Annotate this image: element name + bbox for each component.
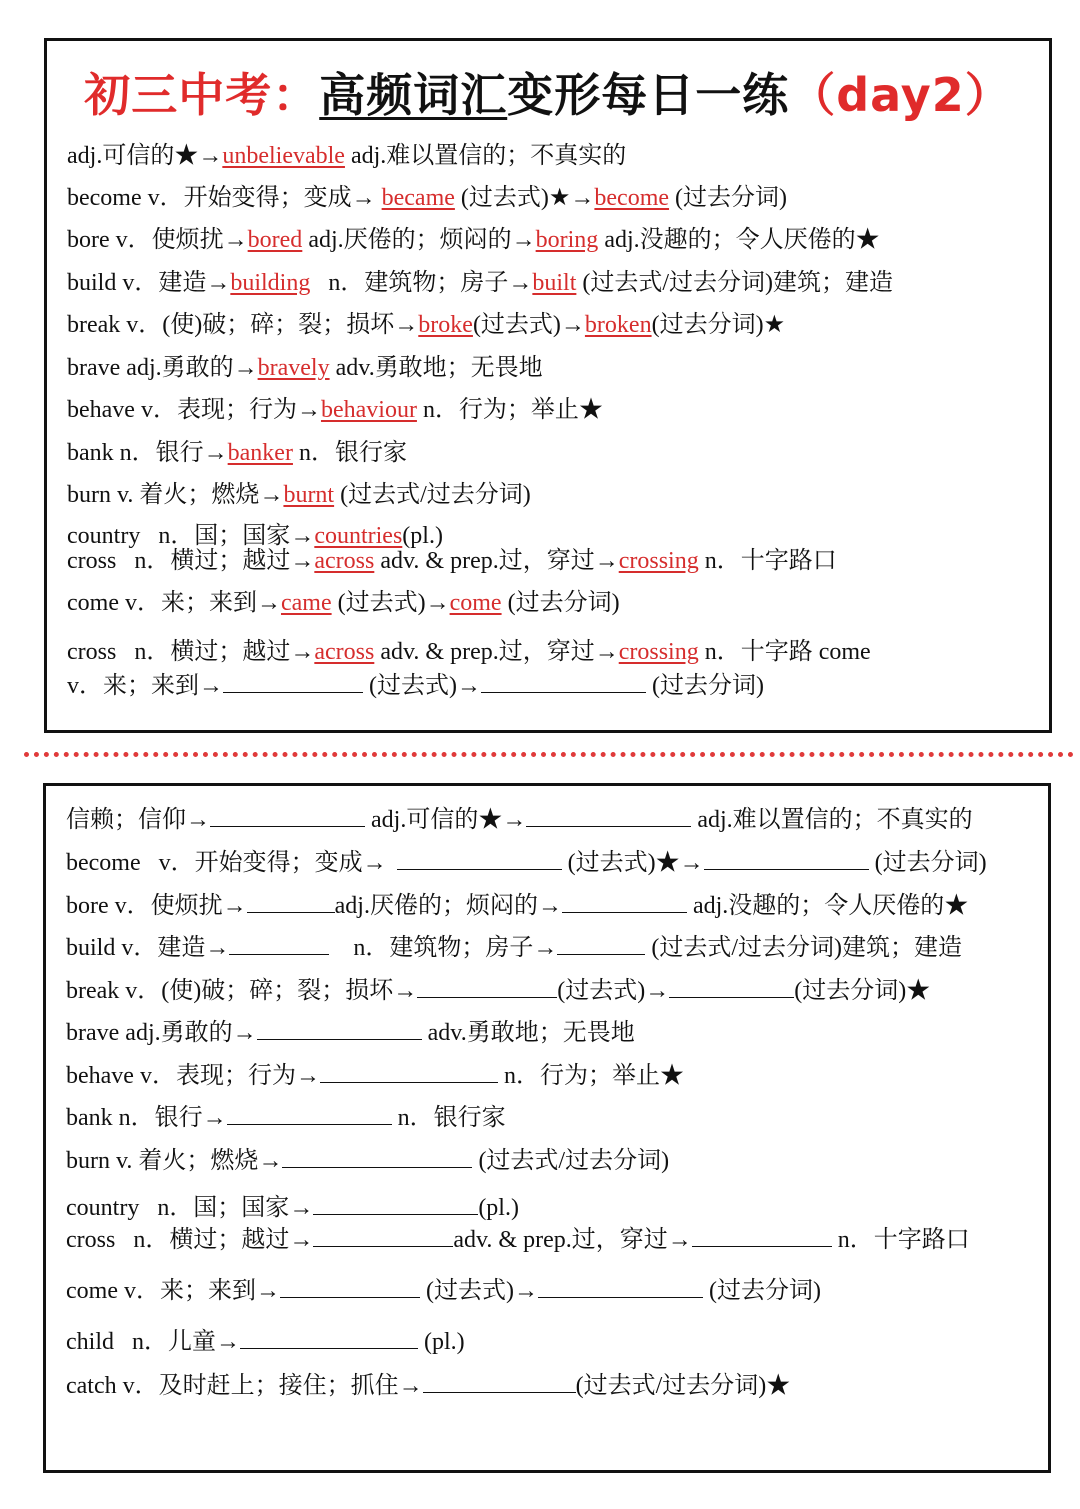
title-main: 变形每日一练 bbox=[507, 68, 790, 122]
exercise-line: bore v．使烦扰→ adj.厌倦的；烦闷的→ adj.没趣的；令人厌倦的★ bbox=[66, 890, 968, 921]
star-icon: ★ bbox=[659, 1063, 684, 1089]
fill-blank[interactable] bbox=[481, 670, 646, 693]
answer-word: broke bbox=[418, 312, 473, 338]
vocab-line: behave v．表现；行为→behaviour n．行为；举止★ bbox=[67, 397, 603, 423]
star-icon: ★ bbox=[478, 807, 503, 833]
page-title bbox=[47, 59, 1049, 125]
fill-blank[interactable] bbox=[223, 670, 363, 693]
fill-blank[interactable] bbox=[313, 1192, 478, 1215]
vocab-line: break v．(使)破；碎；裂；损坏→broke(过去式)→broken(过去分词)★ bbox=[67, 312, 786, 338]
vocab-line: burn v. 着火；燃烧→burnt (过去式/过去分词) bbox=[67, 482, 531, 508]
fill-blank[interactable] bbox=[257, 1017, 422, 1040]
star-icon: ★ bbox=[763, 312, 786, 338]
vocab-line: become v．开始变得；变成→ became (过去式)★→become (过去分词) bbox=[67, 185, 788, 211]
exercise-line: catch v．及时赶上；接住；抓住→ (过去式/过去分词)★ bbox=[66, 1370, 790, 1401]
answer-word: crossing bbox=[618, 639, 699, 665]
fill-blank[interactable] bbox=[240, 1326, 418, 1349]
exercise-line: country n．国；国家→ (pl.) bbox=[66, 1192, 519, 1223]
vocab-line: cross n．横过；越过→across adv. & prep.过，穿过→crossing n．十字路 come bbox=[67, 639, 871, 665]
fill-blank[interactable] bbox=[280, 1275, 420, 1298]
fill-blank[interactable] bbox=[538, 1275, 703, 1298]
exercise-box bbox=[43, 783, 1051, 1473]
title-underlined: 高频词汇 bbox=[319, 68, 508, 122]
exercise-line: come v．来；来到→ (过去式)→ (过去分词) bbox=[66, 1275, 821, 1306]
answer-word: bored bbox=[247, 227, 303, 253]
star-icon: ★ bbox=[174, 143, 199, 169]
vocab-line: build v．建造→building n．建筑物；房子→built (过去式/过去分词)建筑；建造 bbox=[67, 270, 894, 296]
fill-blank[interactable] bbox=[397, 847, 562, 870]
star-icon: ★ bbox=[578, 397, 603, 423]
star-icon: ★ bbox=[548, 185, 571, 211]
exercise-line: build v．建造→ n．建筑物；房子→ (过去式/过去分词)建筑；建造 bbox=[66, 932, 962, 963]
title-prefix: 初三中考： bbox=[84, 68, 320, 122]
exercise-line: child n．儿童→ (pl.) bbox=[66, 1326, 465, 1357]
fill-blank[interactable] bbox=[526, 804, 691, 827]
exercise-line: brave adj.勇敢的→ adv.勇敢地；无畏地 bbox=[66, 1017, 635, 1048]
exercise-line: burn v. 着火；燃烧→ (过去式/过去分词) bbox=[66, 1145, 669, 1176]
answer-word: building bbox=[230, 270, 311, 296]
fill-blank[interactable] bbox=[669, 975, 794, 998]
answer-word: across bbox=[314, 639, 375, 665]
fill-blank[interactable] bbox=[692, 1224, 832, 1247]
answer-word: burnt bbox=[283, 482, 335, 508]
fill-blank[interactable] bbox=[423, 1370, 576, 1393]
dotted-divider bbox=[24, 752, 1074, 757]
fill-blank[interactable] bbox=[229, 932, 329, 955]
answer-word: banker bbox=[227, 440, 293, 466]
exercise-line: 信赖；信仰→ adj.可信的★→ adj.难以置信的；不真实的 bbox=[66, 804, 973, 835]
star-icon: ★ bbox=[855, 227, 880, 253]
vocab-line: brave adj.勇敢的→bravely adv.勇敢地；无畏地 bbox=[67, 355, 543, 381]
fill-blank[interactable] bbox=[562, 890, 687, 913]
answer-word: came bbox=[280, 590, 332, 616]
answer-word: become bbox=[594, 185, 670, 211]
fill-blank[interactable] bbox=[557, 932, 645, 955]
star-icon: ★ bbox=[766, 1373, 791, 1399]
vocab-line: come v．来；来到→came (过去式)→come (过去分词) bbox=[67, 590, 620, 616]
answer-word: across bbox=[314, 548, 375, 574]
vocab-line: country n．国；国家→countries(pl.) bbox=[67, 523, 443, 549]
exercise-line: become v．开始变得；变成→ (过去式)★→ (过去分词) bbox=[66, 847, 987, 878]
fill-blank[interactable] bbox=[417, 975, 557, 998]
answer-word: built bbox=[532, 270, 577, 296]
answer-word: crossing bbox=[618, 548, 699, 574]
fill-blank[interactable] bbox=[282, 1145, 472, 1168]
star-icon: ★ bbox=[655, 850, 680, 876]
answer-word: broken bbox=[584, 312, 652, 338]
star-icon: ★ bbox=[944, 893, 969, 919]
exercise-line: bank n．银行→ n．银行家 bbox=[66, 1102, 506, 1133]
fill-blank[interactable] bbox=[313, 1224, 453, 1247]
star-icon: ★ bbox=[906, 978, 931, 1004]
exercise-line: behave v．表现；行为→ n．行为；举止★ bbox=[66, 1060, 684, 1091]
exercise-line: break v．(使)破；碎；裂；损坏→ (过去式)→ (过去分词)★ bbox=[66, 975, 930, 1006]
vocab-line: bank n．银行→banker n．银行家 bbox=[67, 440, 407, 466]
vocab-line: adj.可信的★→unbelievable adj.难以置信的；不真实的 bbox=[67, 143, 627, 169]
fill-blank[interactable] bbox=[704, 847, 869, 870]
fill-blank[interactable] bbox=[247, 890, 335, 913]
answer-word: became bbox=[381, 185, 455, 211]
answer-word: bravely bbox=[257, 355, 330, 381]
answer-word: behaviour bbox=[320, 397, 417, 423]
fill-blank[interactable] bbox=[227, 1102, 392, 1125]
fill-blank[interactable] bbox=[210, 804, 365, 827]
exercise-line: cross n．横过；越过→ adv. & prep.过，穿过→ n．十字路口 bbox=[66, 1224, 970, 1255]
answer-word: boring bbox=[535, 227, 599, 253]
vocab-line: bore v．使烦扰→bored adj.厌倦的；烦闷的→boring adj.没趣的；令人厌倦的★ bbox=[67, 227, 880, 253]
answer-word: countries bbox=[314, 523, 403, 549]
title-suffix: （day2） bbox=[789, 68, 1012, 122]
vocab-line: cross n．横过；越过→across adv. & prep.过，穿过→crossing n．十字路口 bbox=[67, 548, 837, 574]
answer-word: come bbox=[449, 590, 502, 616]
answer-key-box bbox=[44, 38, 1052, 733]
vocab-line: v．来；来到→ (过去式)→ (过去分词) bbox=[67, 670, 764, 701]
answer-word: unbelievable bbox=[222, 143, 345, 169]
fill-blank[interactable] bbox=[320, 1060, 498, 1083]
